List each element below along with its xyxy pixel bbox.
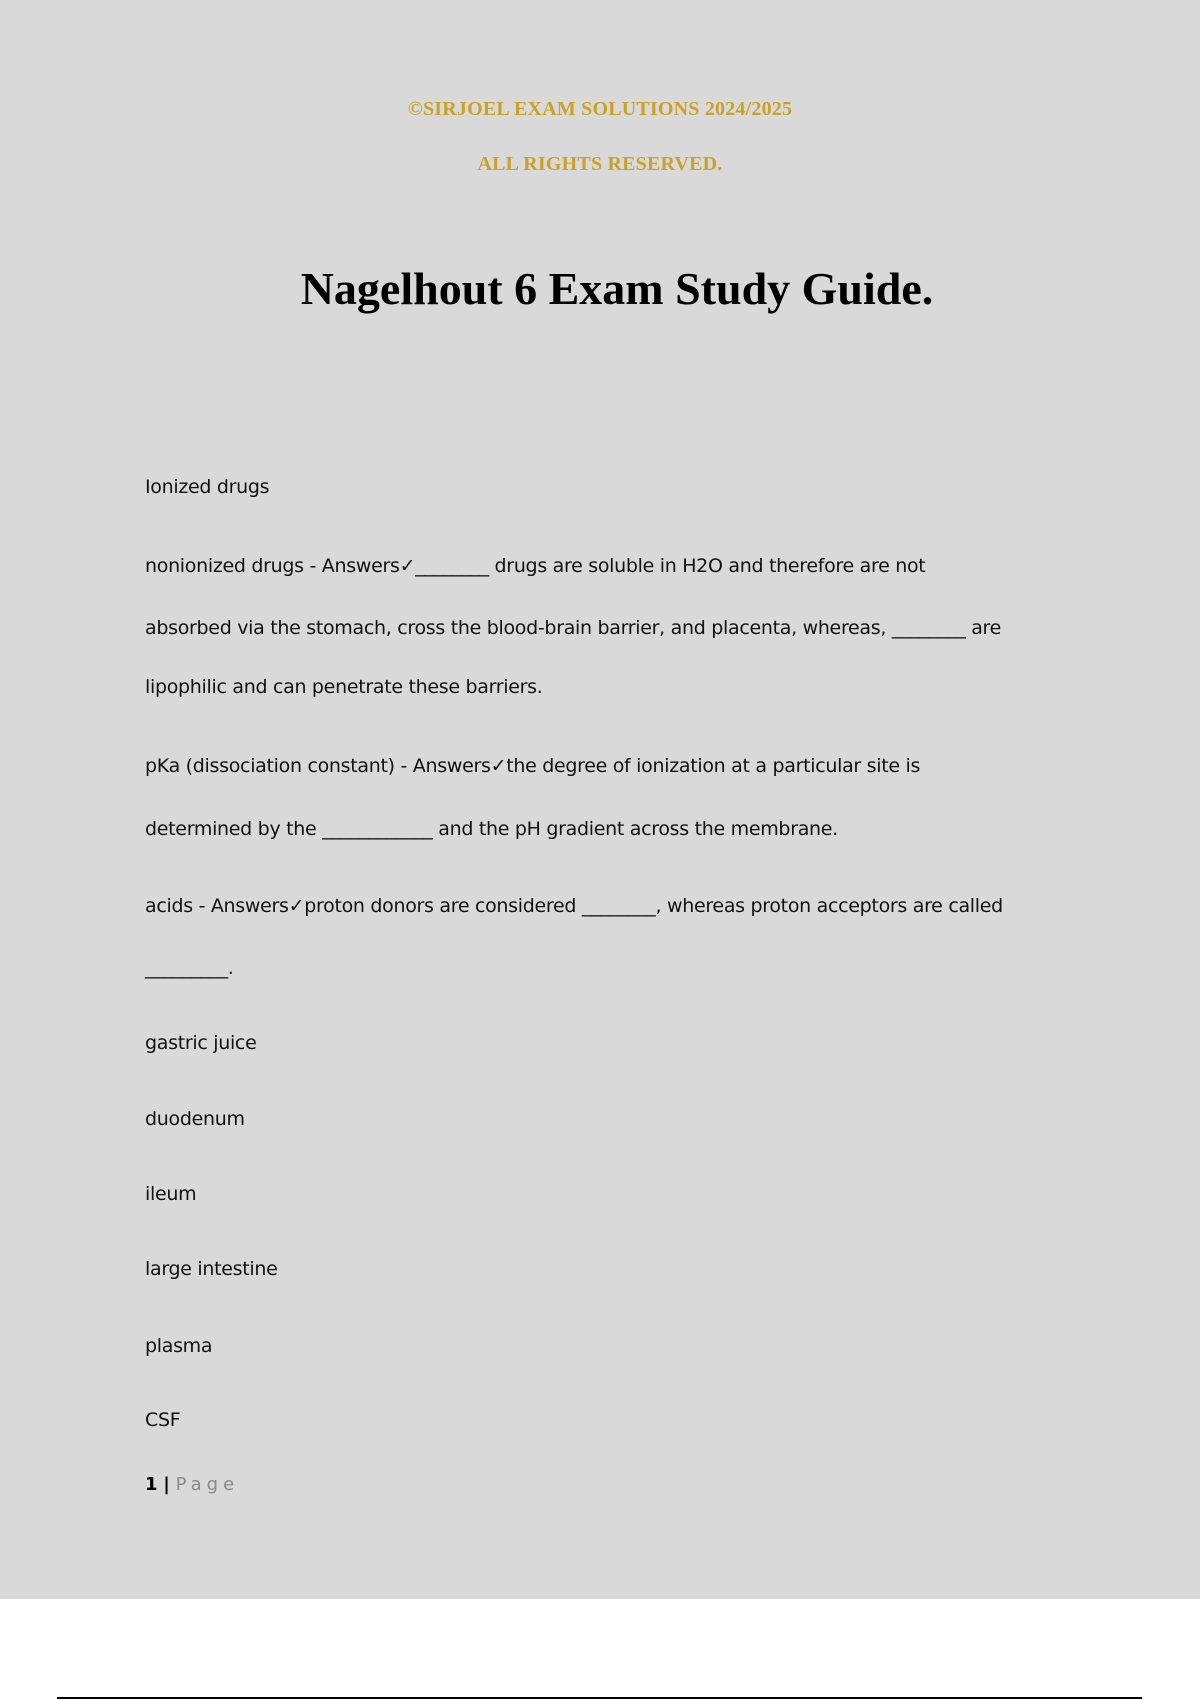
text-line: large intestine xyxy=(145,1258,278,1280)
text-line: duodenum xyxy=(145,1108,245,1130)
text-line: acids - Answers✓proton donors are considered ________, whereas proton acceptors are called xyxy=(145,895,1003,917)
page-footer xyxy=(145,1474,239,1495)
text-line: determined by the ____________ and the pH gradient across the membrane. xyxy=(145,818,838,840)
next-page-divider xyxy=(57,1697,1142,1699)
text-line: pKa (dissociation constant) - Answers✓the degree of ionization at a particular site is xyxy=(145,755,921,777)
text-line: CSF xyxy=(145,1409,181,1431)
document-title: Nagelhout 6 Exam Study Guide. xyxy=(300,263,934,314)
page-number: 1 xyxy=(145,1474,158,1495)
footer-separator: | xyxy=(163,1474,170,1495)
text-line: _________. xyxy=(145,957,234,979)
copyright-header: ©SIRJOEL EXAM SOLUTIONS 2024/2025 xyxy=(407,98,793,120)
text-line: ileum xyxy=(145,1183,197,1205)
text-line: absorbed via the stomach, cross the blood-brain barrier, and placenta, whereas, ________ are xyxy=(145,617,1002,639)
page-label: Page xyxy=(175,1474,240,1495)
text-line: gastric juice xyxy=(145,1032,257,1054)
rights-reserved-header: ALL RIGHTS RESERVED. xyxy=(477,153,723,175)
text-line: nonionized drugs - Answers✓________ drugs are soluble in H2O and therefore are not xyxy=(145,555,926,577)
text-line: Ionized drugs xyxy=(145,476,270,498)
text-line: plasma xyxy=(145,1335,213,1357)
text-line: lipophilic and can penetrate these barriers. xyxy=(145,676,543,698)
